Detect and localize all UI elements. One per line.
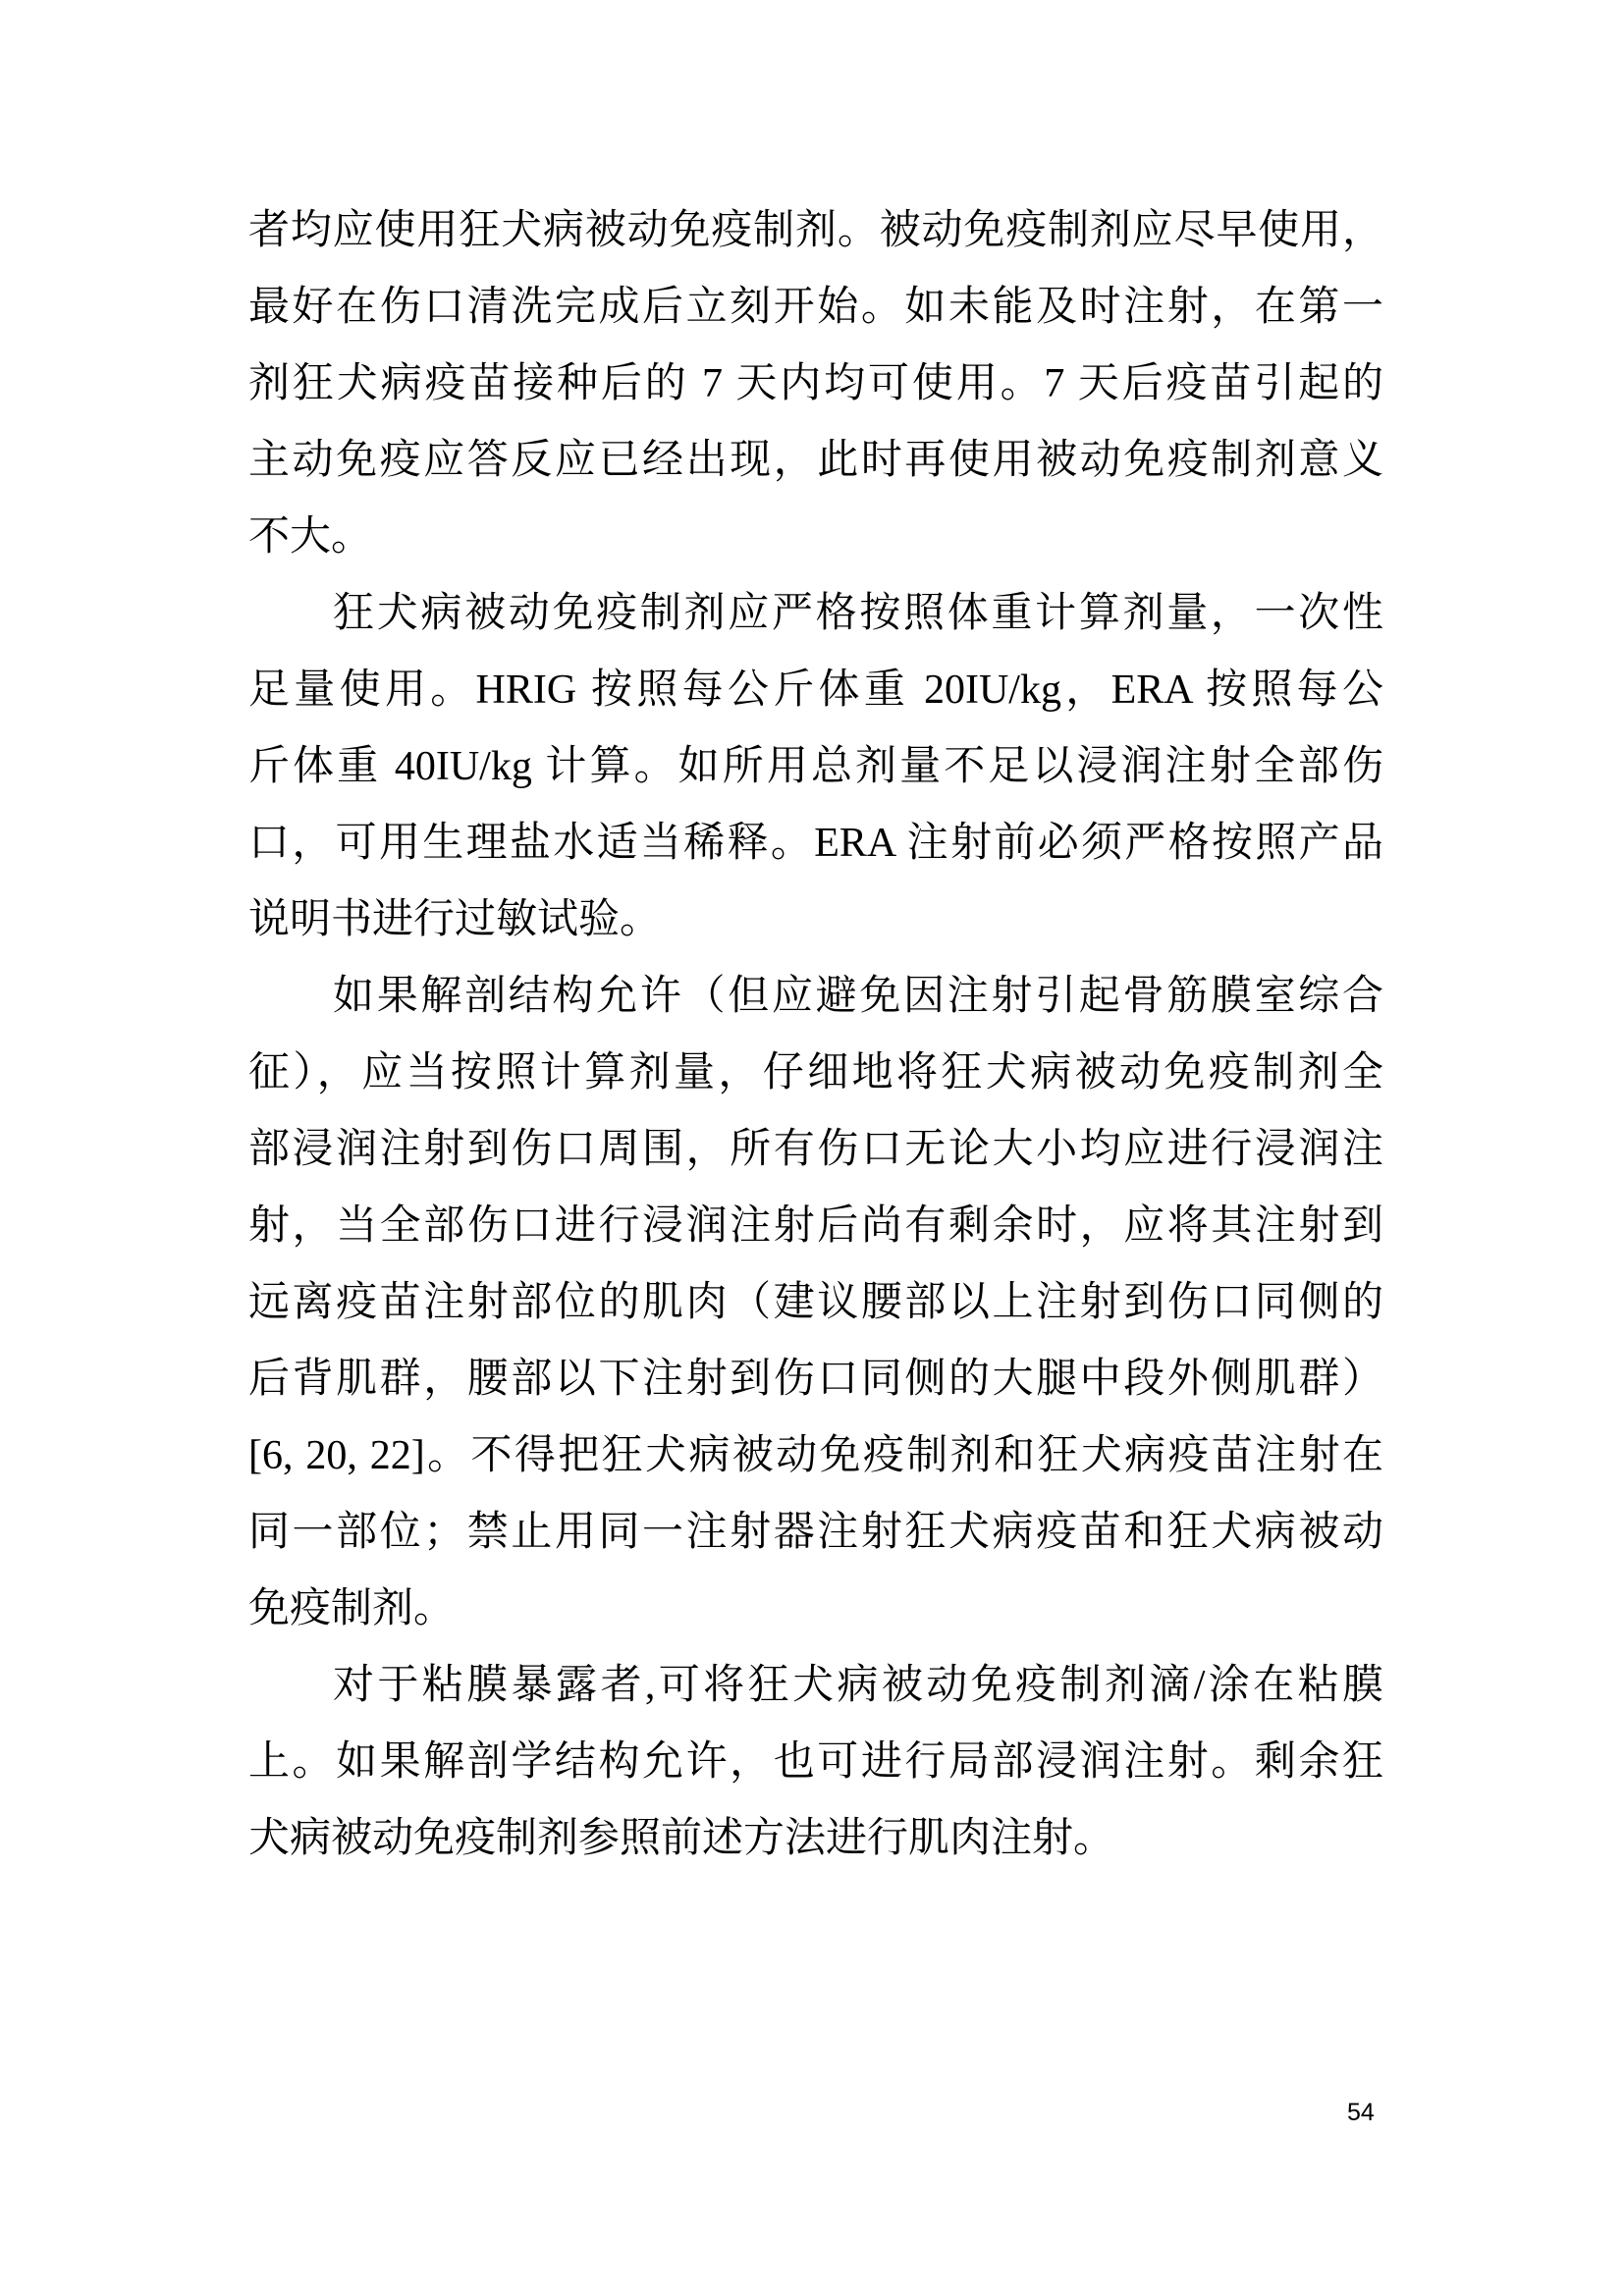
text-line: 远离疫苗注射部位的肌肉（建议腰部以上注射到伤口同侧的: [248, 1280, 1383, 1325]
text-line: 主动免疫应答反应已经出现，此时再使用被动免疫制剂意义: [248, 438, 1383, 483]
text-line: 免疫制剂。: [248, 1586, 456, 1631]
text-line: 口，可用生理盐水适当稀释。ERA 注射前必须严格按照产品: [248, 821, 1383, 866]
page-number: 54: [1347, 2099, 1375, 2126]
text-line: 不大。: [248, 514, 373, 560]
text-line: 狂犬病被动免疫制剂应严格按照体重计算剂量，一次性: [333, 591, 1383, 636]
text-line: 足量使用。HRIG 按照每公斤体重 20IU/kg，ERA 按照每公: [248, 667, 1383, 713]
text-line: 斤体重 40IU/kg 计算。如所用总剂量不足以浸润注射全部伤: [248, 744, 1383, 789]
text-line: 征），应当按照计算剂量，仔细地将狂犬病被动免疫制剂全: [248, 1050, 1383, 1095]
text-line: 后背肌群，腰部以下注射到伤口同侧的大腿中段外侧肌群）: [248, 1357, 1383, 1402]
text-line: 部浸润注射到伤口周围，所有伤口无论大小均应进行浸润注: [248, 1127, 1383, 1172]
text-line: 犬病被动免疫制剂参照前述方法进行肌肉注射。: [248, 1816, 1115, 1861]
body-text: [248, 192, 1383, 1877]
text-line: 者均应使用狂犬病被动免疫制剂。被动免疫制剂应尽早使用，: [248, 208, 1383, 253]
text-line: 对于粘膜暴露者,可将狂犬病被动免疫制剂滴/涂在粘膜: [333, 1663, 1383, 1708]
text-line: 说明书进行过敏试验。: [248, 897, 662, 942]
text-line: 如果解剖结构允许（但应避免因注射引起骨筋膜室综合: [333, 974, 1383, 1019]
text-line: 上。如果解剖学结构允许，也可进行局部浸润注射。剩余狂: [248, 1739, 1383, 1785]
text-line: 同一部位；禁止用同一注射器注射狂犬病疫苗和狂犬病被动: [248, 1510, 1383, 1555]
text-line: 最好在伤口清洗完成后立刻开始。如未能及时注射，在第一: [248, 285, 1383, 330]
text-line: [6, 20, 22]。不得把狂犬病被动免疫制剂和狂犬病疫苗注射在: [248, 1433, 1383, 1478]
text-line: 剂狂犬病疫苗接种后的 7 天内均可使用。7 天后疫苗引起的: [248, 361, 1383, 406]
text-line: 射，当全部伤口进行浸润注射后尚有剩余时，应将其注射到: [248, 1203, 1383, 1249]
